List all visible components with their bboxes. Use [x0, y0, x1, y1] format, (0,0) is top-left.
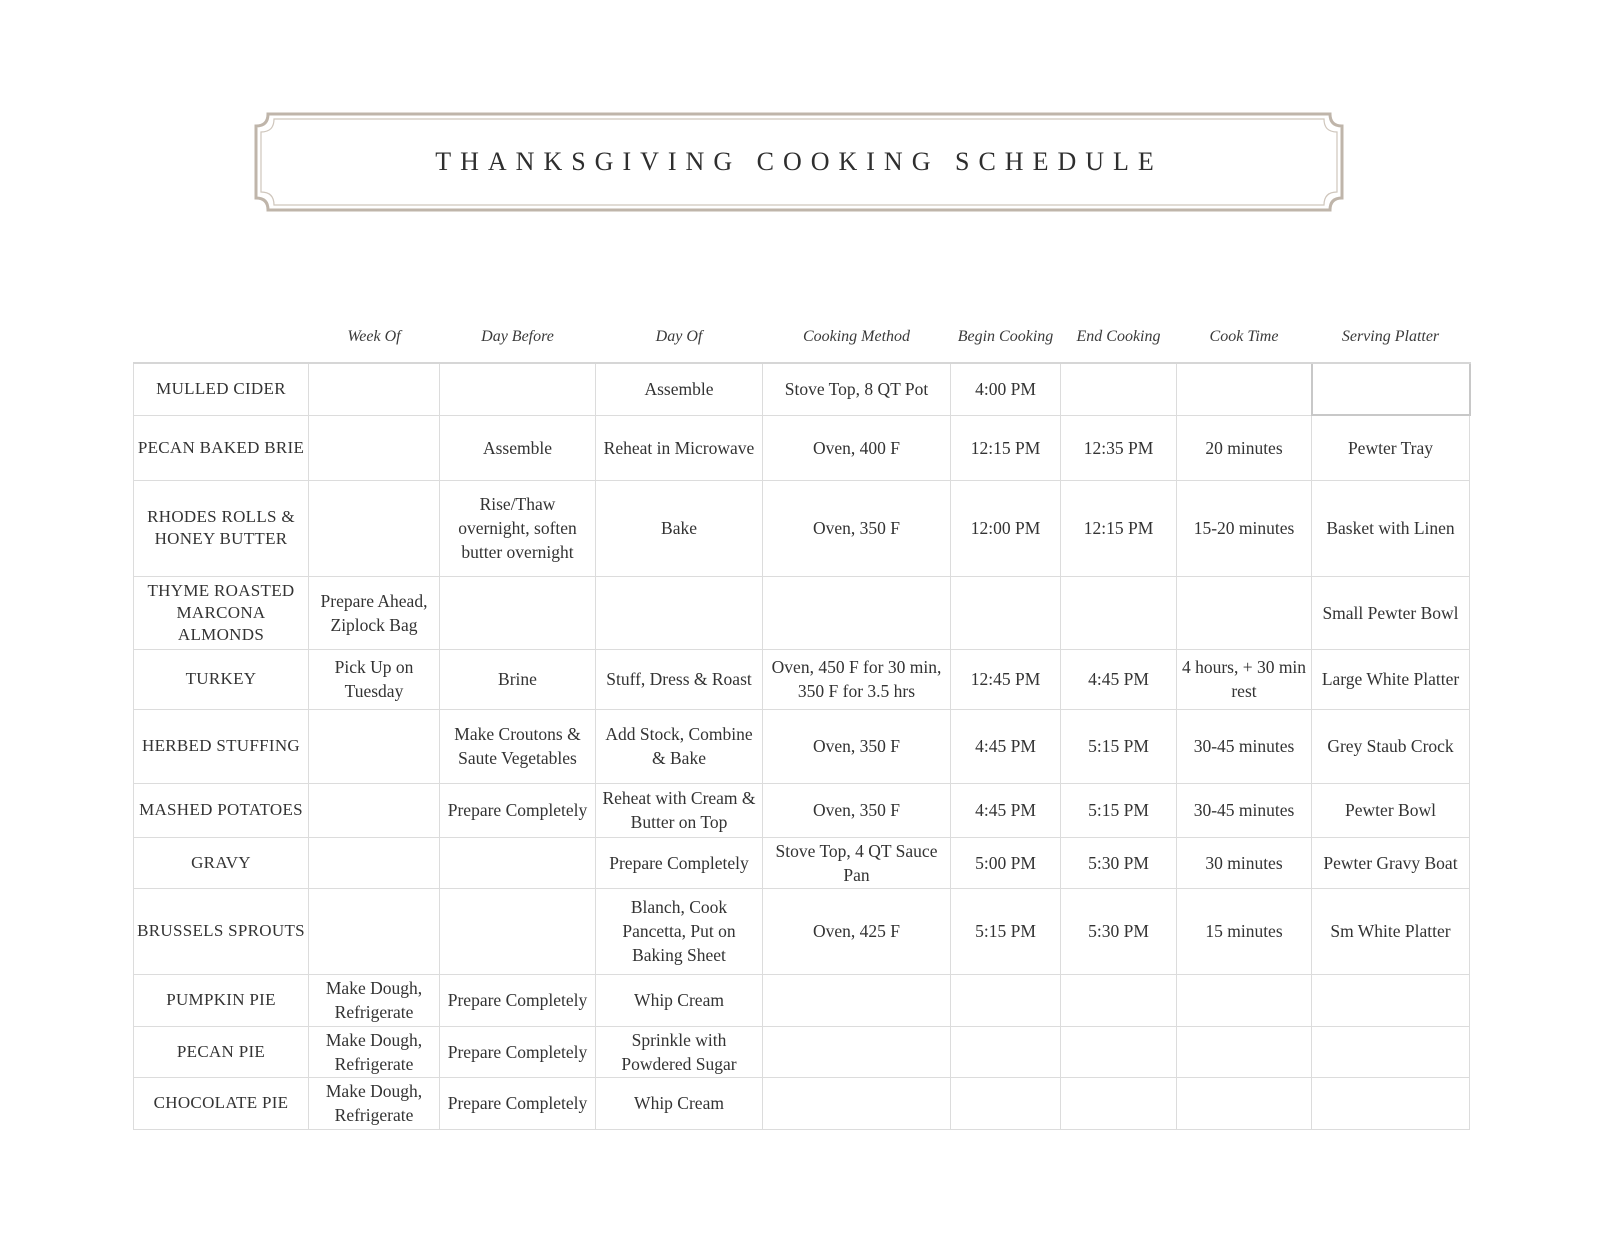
method-cell: Stove Top, 4 QT Sauce Pan: [763, 837, 951, 888]
item-cell: PUMPKIN PIE: [134, 974, 309, 1026]
platter-cell: [1312, 1077, 1470, 1129]
title-frame: [254, 112, 1344, 212]
day-before-cell: Prepare Completely: [440, 1026, 596, 1077]
begin-cell: 4:00 PM: [951, 363, 1061, 415]
method-cell: [763, 1026, 951, 1077]
header-row: [134, 312, 1470, 363]
cook-time-cell: 15-20 minutes: [1177, 480, 1312, 576]
column-header-week-of: Week Of: [309, 312, 440, 363]
table-row: [134, 837, 1470, 888]
day-before-cell: Make Croutons & Saute Vegetables: [440, 709, 596, 783]
end-cell: 5:15 PM: [1061, 709, 1177, 783]
table-row: [134, 363, 1470, 415]
item-cell: CHOCOLATE PIE: [134, 1077, 309, 1129]
day-of-cell: Prepare Completely: [596, 837, 763, 888]
item-cell: THYME ROASTED MARCONA ALMONDS: [134, 576, 309, 649]
platter-cell: [1312, 1026, 1470, 1077]
table-row: [134, 783, 1470, 837]
cook-time-cell: 4 hours, + 30 min rest: [1177, 649, 1312, 709]
week-of-cell: [309, 363, 440, 415]
item-cell: MULLED CIDER: [134, 363, 309, 415]
day-before-cell: Brine: [440, 649, 596, 709]
schedule-table: [133, 312, 1471, 1130]
column-header-item: [134, 312, 309, 363]
method-cell: Stove Top, 8 QT Pot: [763, 363, 951, 415]
end-cell: 5:30 PM: [1061, 837, 1177, 888]
end-cell: 4:45 PM: [1061, 649, 1177, 709]
end-cell: 12:35 PM: [1061, 415, 1177, 480]
week-of-cell: Make Dough, Refrigerate: [309, 1026, 440, 1077]
week-of-cell: Prepare Ahead, Ziplock Bag: [309, 576, 440, 649]
begin-cell: [951, 1026, 1061, 1077]
begin-cell: [951, 974, 1061, 1026]
table-row: [134, 709, 1470, 783]
platter-cell: Large White Platter: [1312, 649, 1470, 709]
week-of-cell: Make Dough, Refrigerate: [309, 974, 440, 1026]
item-cell: PECAN PIE: [134, 1026, 309, 1077]
platter-cell: Small Pewter Bowl: [1312, 576, 1470, 649]
end-cell: [1061, 576, 1177, 649]
end-cell: [1061, 1077, 1177, 1129]
begin-cell: [951, 1077, 1061, 1129]
day-of-cell: Whip Cream: [596, 974, 763, 1026]
platter-cell: Basket with Linen: [1312, 480, 1470, 576]
platter-cell: Sm White Platter: [1312, 888, 1470, 974]
table-row: [134, 576, 1470, 649]
method-cell: Oven, 400 F: [763, 415, 951, 480]
week-of-cell: [309, 415, 440, 480]
cook-time-cell: [1177, 1026, 1312, 1077]
method-cell: [763, 974, 951, 1026]
method-cell: Oven, 350 F: [763, 783, 951, 837]
platter-cell: Pewter Gravy Boat: [1312, 837, 1470, 888]
table-row: [134, 974, 1470, 1026]
week-of-cell: [309, 837, 440, 888]
cook-time-cell: 30-45 minutes: [1177, 783, 1312, 837]
day-before-cell: Assemble: [440, 415, 596, 480]
day-of-cell: Sprinkle with Powdered Sugar: [596, 1026, 763, 1077]
day-before-cell: [440, 576, 596, 649]
platter-cell: Grey Staub Crock: [1312, 709, 1470, 783]
begin-cell: 4:45 PM: [951, 709, 1061, 783]
cook-time-cell: [1177, 576, 1312, 649]
day-before-cell: [440, 888, 596, 974]
page-title: THANKSGIVING COOKING SCHEDULE: [435, 147, 1163, 176]
day-of-cell: Stuff, Dress & Roast: [596, 649, 763, 709]
method-cell: [763, 1077, 951, 1129]
item-cell: MASHED POTATOES: [134, 783, 309, 837]
method-cell: Oven, 350 F: [763, 480, 951, 576]
cook-time-cell: [1177, 1077, 1312, 1129]
cook-time-cell: [1177, 974, 1312, 1026]
begin-cell: 12:15 PM: [951, 415, 1061, 480]
day-before-cell: Prepare Completely: [440, 783, 596, 837]
week-of-cell: [309, 783, 440, 837]
day-of-cell: Bake: [596, 480, 763, 576]
item-cell: PECAN BAKED BRIE: [134, 415, 309, 480]
table-row: [134, 1077, 1470, 1129]
begin-cell: [951, 576, 1061, 649]
column-header-day-of: Day Of: [596, 312, 763, 363]
begin-cell: 12:45 PM: [951, 649, 1061, 709]
column-header-cooking-method: Cooking Method: [763, 312, 951, 363]
begin-cell: 5:00 PM: [951, 837, 1061, 888]
table-row: [134, 480, 1470, 576]
method-cell: Oven, 350 F: [763, 709, 951, 783]
day-before-cell: Rise/Thaw overnight, soften butter overnight: [440, 480, 596, 576]
day-of-cell: Reheat in Microwave: [596, 415, 763, 480]
end-cell: [1061, 974, 1177, 1026]
platter-cell: Pewter Bowl: [1312, 783, 1470, 837]
cook-time-cell: 30-45 minutes: [1177, 709, 1312, 783]
day-of-cell: Reheat with Cream & Butter on Top: [596, 783, 763, 837]
day-of-cell: [596, 576, 763, 649]
platter-cell[interactable]: [1312, 363, 1470, 415]
method-cell: [763, 576, 951, 649]
day-of-cell: Whip Cream: [596, 1077, 763, 1129]
end-cell: [1061, 363, 1177, 415]
cook-time-cell: [1177, 363, 1312, 415]
day-before-cell: [440, 363, 596, 415]
day-before-cell: Prepare Completely: [440, 1077, 596, 1129]
column-header-begin-cooking: Begin Cooking: [951, 312, 1061, 363]
column-header-serving-platter: Serving Platter: [1312, 312, 1470, 363]
end-cell: 5:30 PM: [1061, 888, 1177, 974]
item-cell: TURKEY: [134, 649, 309, 709]
week-of-cell: Pick Up on Tuesday: [309, 649, 440, 709]
table-row: [134, 415, 1470, 480]
day-before-cell: Prepare Completely: [440, 974, 596, 1026]
item-cell: HERBED STUFFING: [134, 709, 309, 783]
cook-time-cell: 15 minutes: [1177, 888, 1312, 974]
method-cell: Oven, 450 F for 30 min, 350 F for 3.5 hrs: [763, 649, 951, 709]
item-cell: BRUSSELS SPROUTS: [134, 888, 309, 974]
day-of-cell: Assemble: [596, 363, 763, 415]
table-row: [134, 649, 1470, 709]
column-header-cook-time: Cook Time: [1177, 312, 1312, 363]
day-of-cell: Blanch, Cook Pancetta, Put on Baking Sheet: [596, 888, 763, 974]
method-cell: Oven, 425 F: [763, 888, 951, 974]
begin-cell: 5:15 PM: [951, 888, 1061, 974]
column-header-end-cooking: End Cooking: [1061, 312, 1177, 363]
item-cell: RHODES ROLLS & HONEY BUTTER: [134, 480, 309, 576]
day-of-cell: Add Stock, Combine & Bake: [596, 709, 763, 783]
table-row: [134, 1026, 1470, 1077]
end-cell: [1061, 1026, 1177, 1077]
begin-cell: 4:45 PM: [951, 783, 1061, 837]
week-of-cell: Make Dough, Refrigerate: [309, 1077, 440, 1129]
day-before-cell: [440, 837, 596, 888]
begin-cell: 12:00 PM: [951, 480, 1061, 576]
week-of-cell: [309, 480, 440, 576]
end-cell: 5:15 PM: [1061, 783, 1177, 837]
platter-cell: Pewter Tray: [1312, 415, 1470, 480]
week-of-cell: [309, 888, 440, 974]
table-row: [134, 888, 1470, 974]
item-cell: GRAVY: [134, 837, 309, 888]
column-header-day-before: Day Before: [440, 312, 596, 363]
platter-cell: [1312, 974, 1470, 1026]
cook-time-cell: 30 minutes: [1177, 837, 1312, 888]
week-of-cell: [309, 709, 440, 783]
cook-time-cell: 20 minutes: [1177, 415, 1312, 480]
end-cell: 12:15 PM: [1061, 480, 1177, 576]
